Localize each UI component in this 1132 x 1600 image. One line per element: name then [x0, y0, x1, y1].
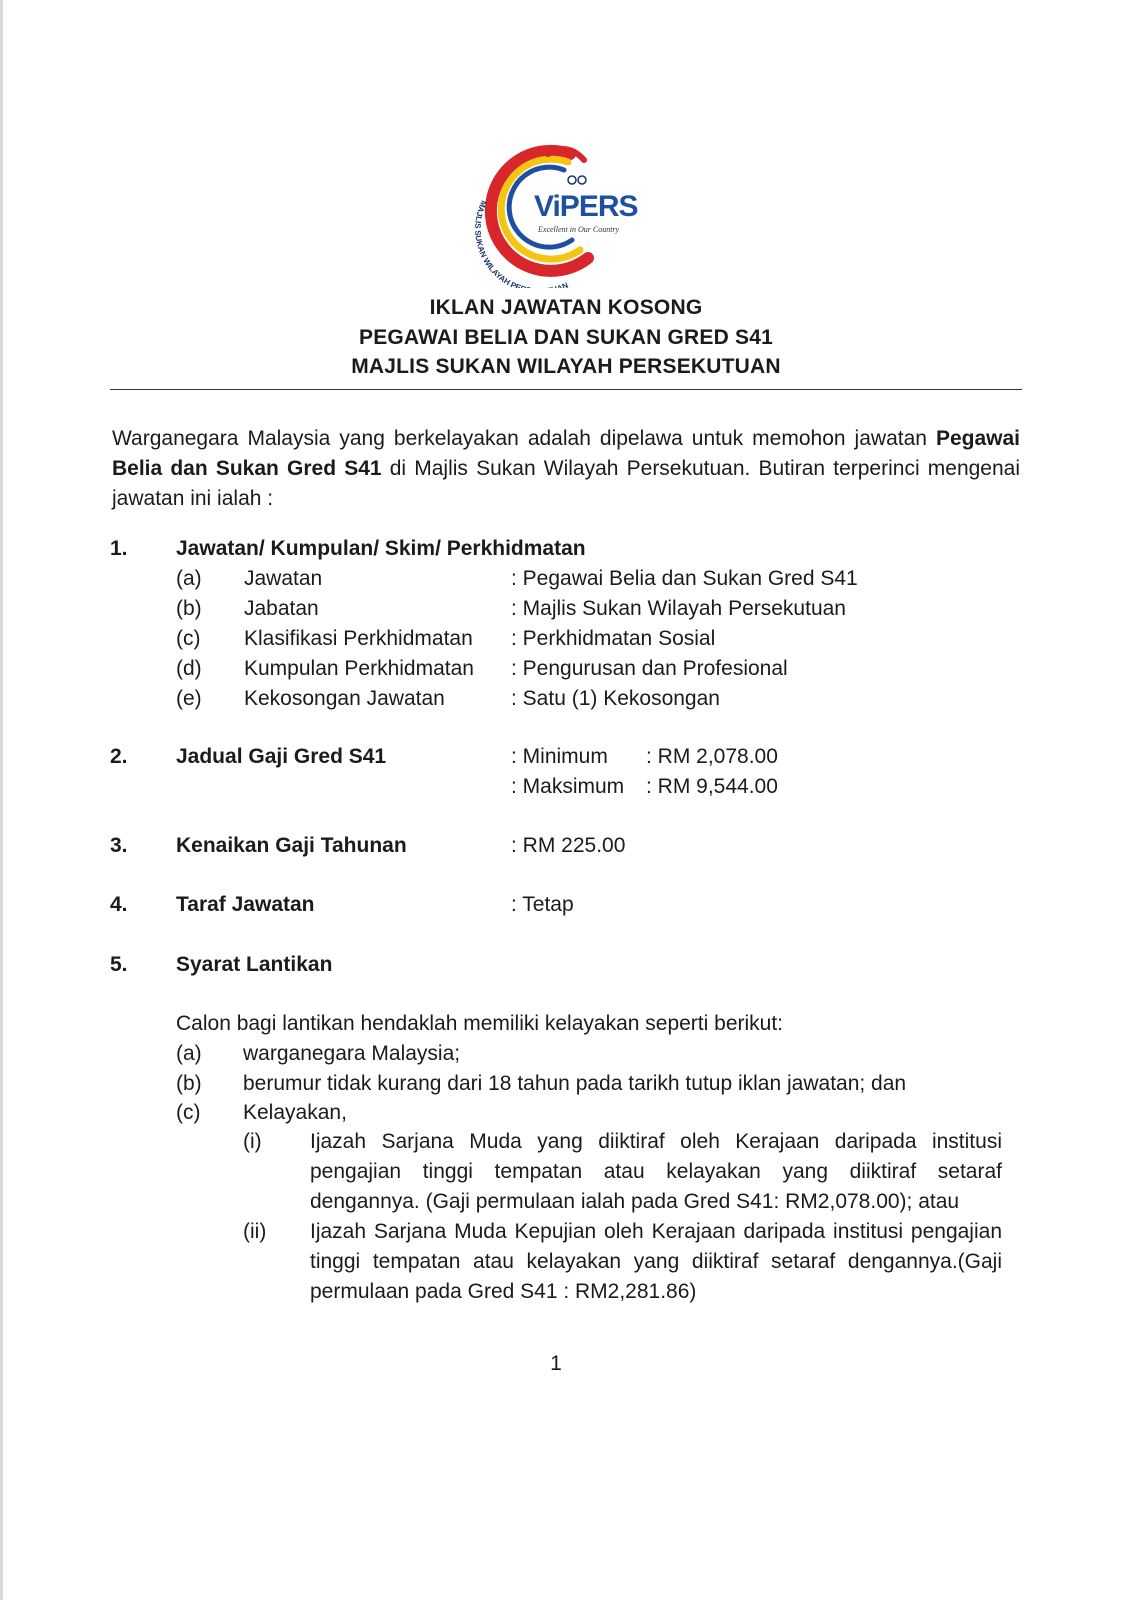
s1-item-label: Kekosongan Jawatan [244, 687, 445, 710]
qualification-text: Ijazah Sarjana Muda Kepujian oleh Kerajaan daripada institusi pengajian tinggi tempatan atau kelayakan yang diiktiraf setaraf dengannya.(Gaji permulaan pada Gred S41 : RM2,281.86) [310, 1220, 1002, 1303]
header-divider [110, 389, 1022, 390]
section-5-title: Syarat Lantikan [176, 953, 333, 976]
position-status-value: : Tetap [511, 893, 574, 916]
s5-item-letter: (b) [176, 1072, 202, 1095]
section-2-title: Jadual Gaji Gred S41 [176, 745, 387, 768]
s5-item-text: warganegara Malaysia; [243, 1042, 461, 1065]
logo-brand: ViPERS [534, 190, 638, 223]
s5-item-text: berumur tidak kurang dari 18 tahun pada tarikh tutup iklan jawatan; dan [243, 1072, 907, 1095]
s1-item-label: Jabatan [244, 597, 319, 620]
section-3-title: Kenaikan Gaji Tahunan [176, 834, 407, 857]
section-1-number: 1. [110, 537, 128, 560]
s1-item-letter: (c) [176, 627, 201, 650]
s5-item-letter: (a) [176, 1042, 202, 1065]
header-line-1: IKLAN JAWATAN KOSONG [429, 296, 703, 319]
annual-increment-value: : RM 225.00 [511, 834, 626, 857]
section-5-number: 5. [110, 953, 128, 976]
section-1-title: Jawatan/ Kumpulan/ Skim/ Perkhidmatan [176, 537, 586, 560]
s1-item-value: : Majlis Sukan Wilayah Persekutuan [511, 597, 846, 620]
qualification-text: Ijazah Sarjana Muda yang diiktiraf oleh Kerajaan daripada institusi pengajian tinggi tempatan atau kelayakan yang diiktiraf setaraf dengannya. (Gaji permulaan ialah pada Gred S41: RM2,078.00); atau [310, 1130, 1002, 1213]
s1-item-label: Kumpulan Perkhidmatan [244, 657, 474, 680]
salary-min-label: : Minimum [511, 745, 608, 768]
s1-item-letter: (b) [176, 597, 202, 620]
s1-item-value: : Perkhidmatan Sosial [511, 627, 716, 650]
section-4-title: Taraf Jawatan [176, 893, 315, 916]
intro-text-after: di Majlis Sukan Wilayah Persekutuan. Butiran terperinci mengenai jawatan ini ialah : [112, 457, 1021, 510]
vipers-logo [468, 140, 668, 288]
logo-tagline: Excellent in Our Country [538, 225, 620, 234]
section-3-number: 3. [110, 834, 128, 857]
page-number: 1 [550, 1352, 562, 1375]
s1-item-label: Klasifikasi Perkhidmatan [244, 627, 473, 650]
intro-paragraph [112, 424, 1020, 514]
salary-max-label: : Maksimum [511, 775, 625, 798]
vipers-emblem [468, 140, 668, 288]
salary-max-value: : RM 9,544.00 [646, 775, 778, 798]
s5-lead-text: Calon bagi lantikan hendaklah memiliki kelayakan seperti berikut: [176, 1012, 784, 1035]
s1-item-value: : Pengurusan dan Profesional [511, 657, 788, 680]
s1-item-value: : Pegawai Belia dan Sukan Gred S41 [511, 567, 858, 590]
header-line-3: MAJLIS SUKAN WILAYAH PERSEKUTUAN [351, 355, 781, 378]
s1-item-letter: (e) [176, 687, 202, 710]
intro-text-before: Warganegara Malaysia yang berkelayakan adalah dipelawa untuk memohon jawatan [112, 427, 936, 450]
intro-position-title: Pegawai Belia dan Sukan Gred S41 [112, 427, 1020, 480]
salary-min-value: : RM 2,078.00 [646, 745, 778, 768]
s1-item-letter: (a) [176, 567, 202, 590]
s1-item-label: Jawatan [244, 567, 323, 590]
section-2-number: 2. [110, 745, 128, 768]
s5-item-letter: (c) [176, 1101, 201, 1124]
s1-item-letter: (d) [176, 657, 202, 680]
logo-ring-text: MAJLIS SUKAN WILAYAH PE N [473, 199, 570, 288]
header-line-2: PEGAWAI BELIA DAN SUKAN GRED S41 [358, 326, 773, 349]
s5-item-text: Kelayakan, [243, 1101, 347, 1124]
s1-item-value: : Satu (1) Kekosongan [511, 687, 720, 710]
qualification-num: (i) [243, 1130, 262, 1153]
qualification-num: (ii) [243, 1220, 267, 1243]
section-4-number: 4. [110, 893, 128, 916]
